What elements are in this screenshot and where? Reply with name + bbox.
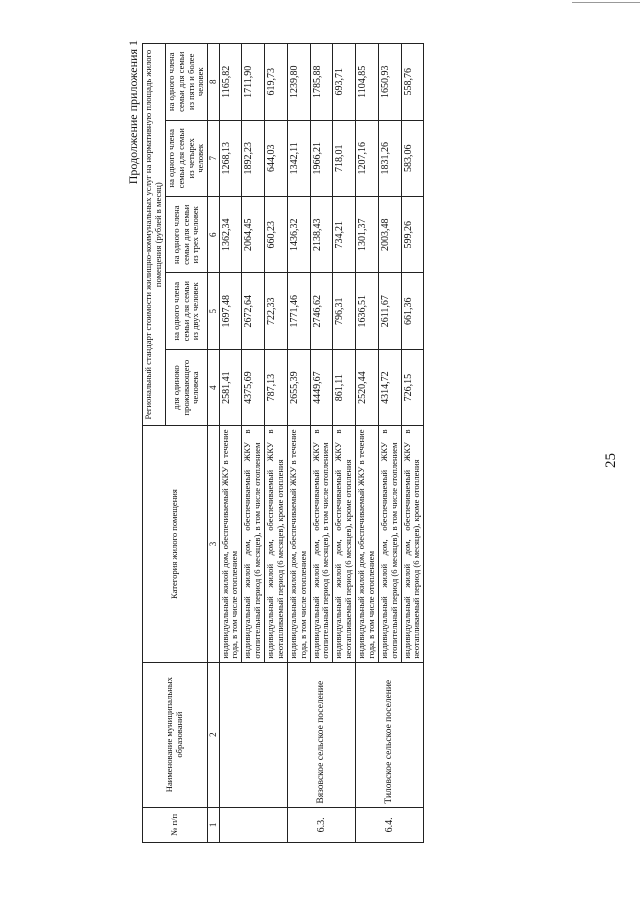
value-cell: 1892,23 [242, 120, 265, 196]
col-index: 8 [208, 44, 219, 121]
category-cell: индивидуальный жилой дом, обеспечиваемый ЖКУ в неотапливаемый период (6 месяцев), кроме отопления [265, 426, 288, 662]
municipality-name [219, 662, 287, 807]
value-cell: 1104,85 [356, 44, 379, 121]
value-cell: 661,36 [401, 273, 424, 349]
col-index: 1 [208, 807, 219, 842]
category-cell: индивидуальный жилой дом, обеспечиваемый ЖКУ в неотапливаемый период (6 месяцев), кроме отопления [333, 426, 356, 662]
row-number [219, 807, 287, 842]
value-cell: 718,01 [333, 120, 356, 196]
value-cell: 2655,39 [287, 349, 310, 425]
value-cell: 726,15 [401, 349, 424, 425]
page-number: 25 [603, 453, 619, 468]
municipality-name: Тиловское сельское поселение [356, 662, 424, 807]
header-standard: Региональный стандарт стоимости жилищно-коммунальных услуг на нормативную площадь жилого помещения (рублей в месяц) [143, 44, 166, 426]
value-cell: 2064,45 [242, 197, 265, 273]
table-row [219, 44, 242, 843]
header-sub-1: для одиноко проживающего человека [165, 349, 208, 425]
value-cell: 1831,26 [378, 120, 401, 196]
municipality-name: Вязовское сельское поселение [287, 662, 355, 807]
value-cell: 2746,62 [310, 273, 333, 349]
category-cell: индивидуальный жилой дом, обеспечиваемый ЖКУ в отопительный период (6 месяцев), в том числе отоплением [310, 426, 333, 662]
value-cell: 787,13 [265, 349, 288, 425]
col-index: 5 [208, 273, 219, 349]
value-cell: 1165,82 [219, 44, 242, 121]
row-number: 6.4. [356, 807, 424, 842]
value-cell: 4449,67 [310, 349, 333, 425]
value-cell: 2581,41 [219, 349, 242, 425]
value-cell: 734,21 [333, 197, 356, 273]
value-cell: 619,73 [265, 44, 288, 121]
value-cell: 1268,13 [219, 120, 242, 196]
value-cell: 722,33 [265, 273, 288, 349]
col-index: 4 [208, 349, 219, 425]
header-name: Наименование муниципальных образований [143, 662, 208, 807]
header-sub-2: на одного члена семьи для семьи из двух человек [165, 273, 208, 349]
category-cell: индивидуальный жилой дом, обеспечиваемый ЖКУ в отопительный период (6 месяцев), в том числе отоплением [378, 426, 401, 662]
value-cell: 1966,21 [310, 120, 333, 196]
value-cell: 1301,37 [356, 197, 379, 273]
value-cell: 660,23 [265, 197, 288, 273]
value-cell: 599,26 [401, 197, 424, 273]
value-cell: 558,76 [401, 44, 424, 121]
value-cell: 2611,67 [378, 273, 401, 349]
header-sub-3: на одного члена семьи для семьи из трех человек [165, 197, 208, 273]
value-cell: 2672,64 [242, 273, 265, 349]
header-category: Категория жилого помещения [143, 426, 208, 662]
value-cell: 693,71 [333, 44, 356, 121]
value-cell: 1636,51 [356, 273, 379, 349]
value-cell: 1342,11 [287, 120, 310, 196]
category-cell: индивидуальный жилой дом, обеспечиваемый ЖКУ в течение года, в том числе отоплением [356, 426, 379, 662]
table-body [219, 44, 424, 843]
table-row [356, 44, 379, 843]
value-cell: 2520,44 [356, 349, 379, 425]
category-cell: индивидуальный жилой дом, обеспечиваемый ЖКУ в течение года, в том числе отоплением [287, 426, 310, 662]
table-row [287, 44, 310, 843]
value-cell: 1362,34 [219, 197, 242, 273]
header-num: № п/п [143, 807, 208, 842]
value-cell: 1697,48 [219, 273, 242, 349]
value-cell: 1239,80 [287, 44, 310, 121]
value-cell: 1436,32 [287, 197, 310, 273]
value-cell: 861,11 [333, 349, 356, 425]
header-sub-4: на одного члена семьи для семьи из четырех человек [165, 120, 208, 196]
category-cell: индивидуальный жилой дом, обеспечиваемый ЖКУ в отопительный период (6 месяцев), в том числе отоплением [242, 426, 265, 662]
value-cell: 4314,72 [378, 349, 401, 425]
category-cell: индивидуальный жилой дом, обеспечиваемый ЖКУ в течение года, в том числе отоплением [219, 426, 242, 662]
value-cell: 1771,46 [287, 273, 310, 349]
header-sub-5: на одного члена семьи для семьи из пяти и более человек [165, 44, 208, 121]
value-cell: 2138,43 [310, 197, 333, 273]
value-cell: 1207,16 [356, 120, 379, 196]
value-cell: 796,31 [333, 273, 356, 349]
value-cell: 1785,88 [310, 44, 333, 121]
col-index: 3 [208, 426, 219, 662]
value-cell: 4375,69 [242, 349, 265, 425]
value-cell: 644,03 [265, 120, 288, 196]
value-cell: 1650,93 [378, 44, 401, 121]
category-cell: индивидуальный жилой дом, обеспечиваемый ЖКУ в неотапливаемый период (6 месяцев), кроме отопления [401, 426, 424, 662]
value-cell: 583,06 [401, 120, 424, 196]
col-index: 2 [208, 662, 219, 807]
standards-table [142, 43, 424, 843]
value-cell: 2003,48 [378, 197, 401, 273]
continuation-note: Продолжение приложения 1 [126, 40, 140, 185]
row-number: 6.3. [287, 807, 355, 842]
value-cell: 1711,90 [242, 44, 265, 121]
col-index: 6 [208, 197, 219, 273]
col-index: 7 [208, 120, 219, 196]
